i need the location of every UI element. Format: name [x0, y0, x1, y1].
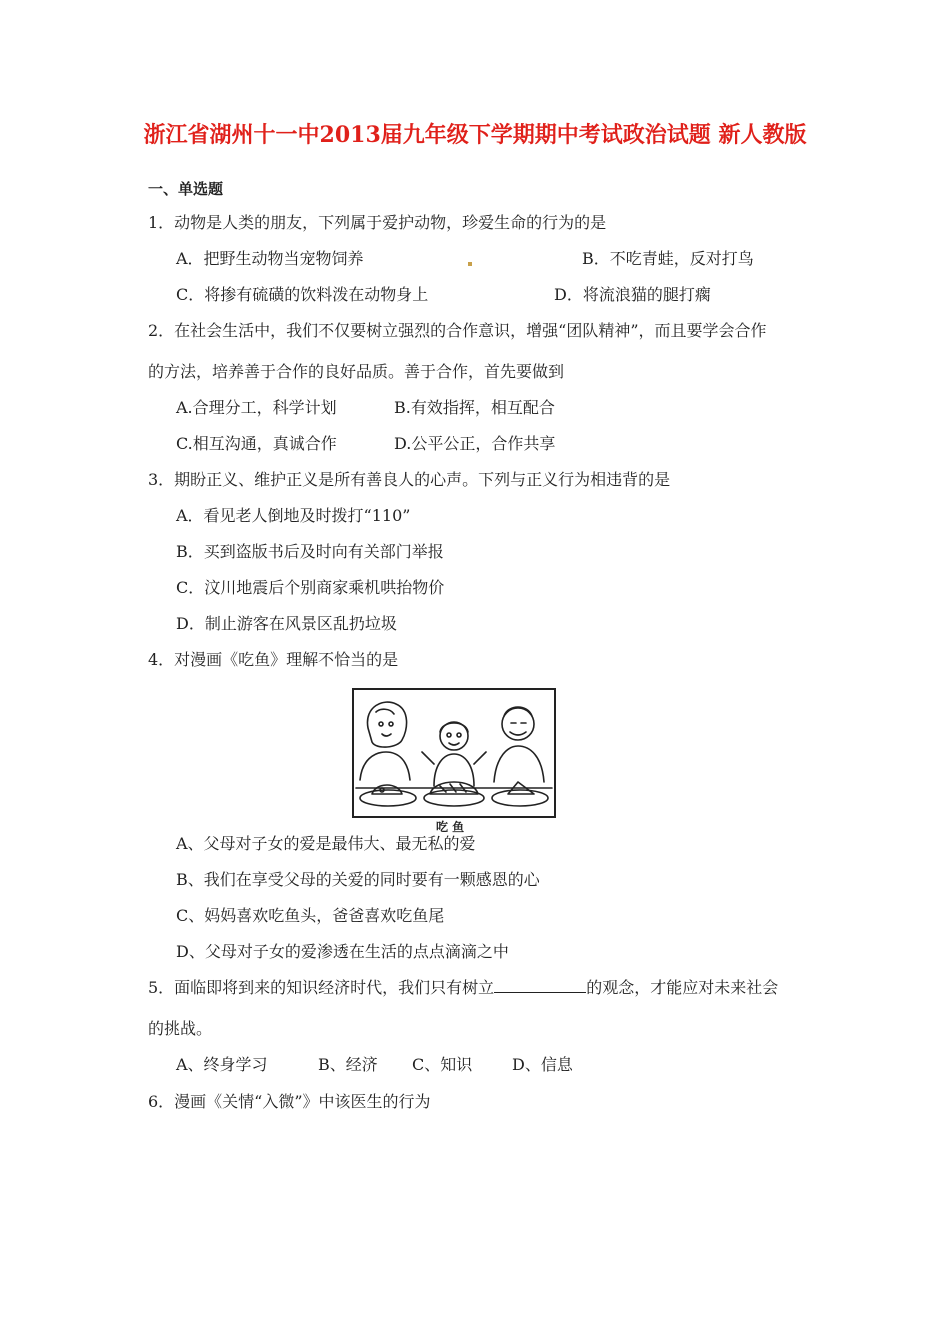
question-3-option-c: C．汶川地震后个别商家乘机哄抬物价 [176, 578, 445, 597]
question-6-stem: 6．漫画《关情“入微”》中该医生的行为 [148, 1092, 431, 1111]
question-2-option-b: B.有效指挥，相互配合 [394, 398, 555, 417]
question-2-stem-line-1: 2．在社会生活中，我们不仅要树立强烈的合作意识，增强“团队精神”，而且要学会合作 [148, 321, 767, 340]
question-2-option-c: C.相互沟通，真诚合作 [176, 434, 337, 453]
question-1-option-c: C．将掺有硫磺的饮料泼在动物身上 [176, 285, 429, 304]
question-3-option-d: D．制止游客在风景区乱扔垃圾 [176, 614, 397, 633]
question-2-option-a: A.合理分工，科学计划 [176, 398, 337, 417]
question-1-option-a: A．把野生动物当宠物饲养 [176, 249, 364, 268]
question-5-option-b: B、经济 [318, 1055, 378, 1074]
question-5-stem-line-2: 的挑战。 [148, 1019, 213, 1038]
question-3-option-b: B．买到盗版书后及时向有关部门举报 [176, 542, 444, 561]
fill-in-blank [494, 978, 586, 993]
question-4-option-d: D、父母对子女的爱渗透在生活的点点滴滴之中 [176, 942, 509, 961]
question-5-stem-part-1: 5．面临即将到来的知识经济时代，我们只有树立 [148, 978, 495, 997]
stray-mark [468, 262, 472, 266]
question-3-stem: 3．期盼正义、维护正义是所有善良人的心声。下列与正义行为相违背的是 [148, 470, 671, 489]
question-1-option-b: B．不吃青蛙，反对打鸟 [582, 249, 754, 268]
question-5-option-d: D、信息 [512, 1055, 573, 1074]
question-5-stem-part-2: 的观念，才能应对未来社会 [586, 978, 779, 997]
question-2-stem-line-2: 的方法，培养善于合作的良好品质。善于合作，首先要做到 [148, 362, 565, 381]
question-1-option-d: D．将流浪猫的腿打瘸 [554, 285, 711, 304]
question-2-option-d: D.公平公正，合作共享 [394, 434, 556, 453]
comic-eating-fish [352, 688, 556, 818]
question-5-option-a: A、终身学习 [176, 1055, 268, 1074]
question-4-option-b: B、我们在享受父母的关爱的同时要有一颗感恩的心 [176, 870, 540, 889]
question-4-option-a: A、父母对子女的爱是最伟大、最无私的爱 [176, 834, 476, 853]
question-4-option-c: C、妈妈喜欢吃鱼头，爸爸喜欢吃鱼尾 [176, 906, 445, 925]
document-title: 浙江省湖州十一中2013届九年级下学期期中考试政治试题 新人教版 [143, 122, 807, 148]
question-5-option-c: C、知识 [412, 1055, 473, 1074]
question-1-stem: 1．动物是人类的朋友，下列属于爱护动物，珍爱生命的行为的是 [148, 213, 607, 232]
comic-caption: 吃 鱼 [436, 820, 465, 834]
question-4-stem: 4．对漫画《吃鱼》理解不恰当的是 [148, 650, 399, 669]
question-5-stem-line-1 [148, 978, 778, 998]
section-heading: 一、单选题 [148, 180, 224, 198]
comic-illustration [354, 690, 554, 816]
question-3-option-a: A．看见老人倒地及时拨打“110” [176, 506, 411, 525]
